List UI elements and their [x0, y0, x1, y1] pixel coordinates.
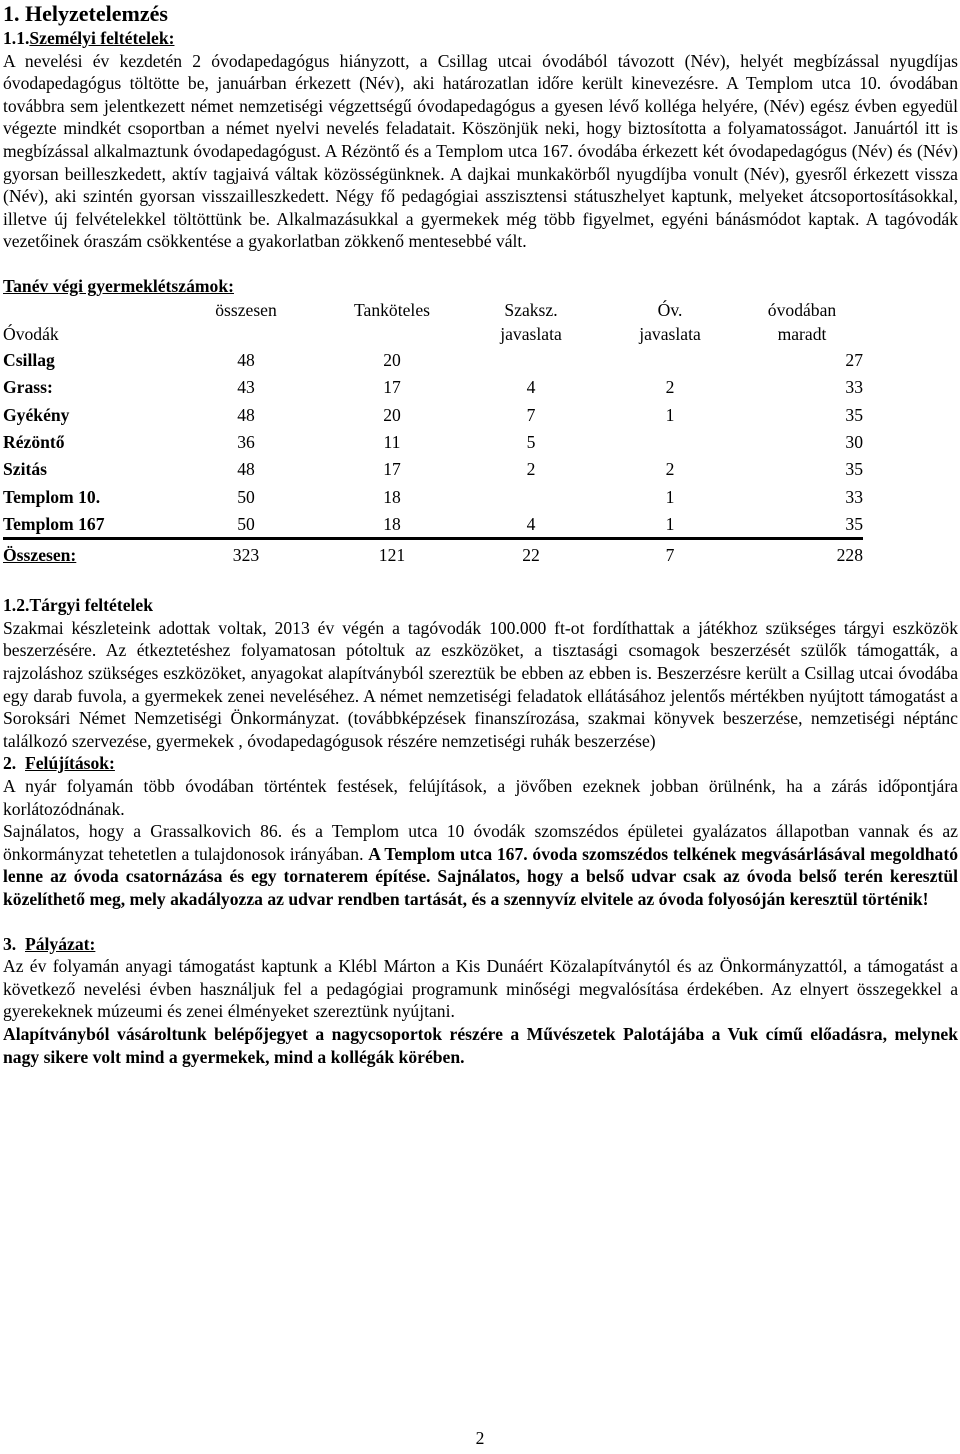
table-cell-szaksz: 5: [526, 432, 536, 453]
table-total-row: [3, 539, 863, 569]
paragraph-palyazat-2: Alapítványból vásároltunk belépőjegyet a nagycsoportok részére a Művészetek Palotájába a Vuk című előadásra, melynek nagy sikere volt mind a gyermekek, mind a kollégák körében.: [3, 1023, 958, 1067]
table-cell-maradt: 33: [845, 377, 863, 398]
table-cell-maradt: 27: [845, 349, 863, 370]
table-row: [3, 373, 863, 400]
section-heading-1-1: [3, 27, 958, 50]
section-number: 1.2.: [3, 595, 30, 616]
paragraph-felujitasok-1: A nyár folyamán több óvodában történtek festések, felújítások, a jövőben ezeknek jobban örülnénk, ha a zárás időpontjára korlátozódnának.: [3, 776, 958, 819]
section-title: Személyi feltételek:: [29, 28, 175, 48]
table-cell-osszesen: 50: [237, 486, 255, 507]
table-cell-ov: 1: [665, 514, 675, 535]
table-cell-osszesen: 48: [237, 349, 255, 370]
paragraph-bold-text: A Templom utca 167. óvoda szomszédos telkének megvásárlásával megoldható lenne az óvoda csatornázása és egy tornaterem építése. Sajnálatos, hogy a belső udvar csak az óvoda belső terén keresztül közelíthető meg, mely akadályozza az udvar rendben tartását, és a szennyvíz elvitele az óvoda folyosóján keresztül történik!: [3, 843, 958, 909]
table-cell-maradt: 35: [845, 514, 863, 535]
table-cell-ov: [599, 428, 741, 455]
table-cell-szaksz: 4: [526, 514, 536, 535]
table-header-row-top: [3, 298, 863, 322]
total-cell: 22: [463, 539, 599, 569]
kindergarten-name: Gyékény: [3, 404, 70, 425]
section-number: 3.: [3, 933, 17, 954]
table-cell-tankoteles: 11: [383, 432, 401, 453]
table-cell-osszesen: 50: [237, 514, 255, 535]
table-cell-maradt: 33: [845, 486, 863, 507]
table-cell-osszesen: 36: [237, 432, 255, 453]
table-cell-tankoteles: 20: [383, 404, 401, 425]
header-cell: Tanköteles: [354, 299, 430, 320]
table-cell-ov: 2: [665, 459, 675, 480]
table-cell-tankoteles: 18: [383, 514, 401, 535]
table-cell-maradt: 35: [845, 404, 863, 425]
table-cell-ov: 1: [665, 404, 675, 425]
children-count-table: [3, 298, 863, 569]
table-cell-ov: 1: [665, 486, 675, 507]
table-row: [3, 428, 863, 455]
heading-helyzetelemzes: 1. Helyzetelemzés: [3, 1, 168, 26]
header-cell: javaslata: [639, 323, 701, 344]
header-cell: maradt: [777, 323, 827, 344]
table-row: [3, 482, 863, 509]
kindergarten-name: Rézöntő: [3, 432, 65, 453]
table-cell-ov: 2: [665, 377, 675, 398]
table-cell-tankoteles: 20: [383, 349, 401, 370]
section-number: 2.: [3, 753, 17, 774]
table-cell-szaksz: 4: [526, 377, 536, 398]
paragraph-text: Sajnálatos, hogy a Grassalkovich 86. és a Templom utca 10 óvodák szomszédos épületei gyalázatos állapotban vannak és az önkormányzat tehetetlen a tulajdonosok irányában.: [3, 821, 958, 864]
total-cell: 121: [321, 539, 463, 569]
total-cell: 323: [171, 539, 321, 569]
table-cell-tankoteles: 17: [383, 377, 401, 398]
kindergarten-name: Templom 167: [3, 514, 105, 535]
table-cell-szaksz: 2: [526, 459, 536, 480]
kindergarten-name: Csillag: [3, 349, 55, 370]
total-label: Összesen:: [3, 539, 171, 569]
table-cell-szaksz: [463, 482, 599, 509]
section-heading-1-2: [3, 594, 958, 617]
kindergarten-name: Templom 10.: [3, 486, 101, 507]
paragraph-szemelyi-feltetelek: A nevelési év kezdetén 2 óvodapedagógus hiányzott, a Csillag utcai óvodából távozott (Név), helyét megbízással nyugdíjas óvodapedagógus töltötte be, januárban érkezett (Név), aki határozatlan időre került kinevezésre. A Templom utca 10. óvodában továbbra sem jelentkezett német nemzetiségi végzettségű óvodapedagógus a gyesen lévő kolléga helyére, (Név) egész évben egyedül végezte mindkét csoportban a német nyelvi nevelés feladatait. Köszönjük neki, hogy biztosította a folyamatosságot. Januártól itt is megbízással alkalmaztunk óvodapedagógust. A Rézöntő és a Templom utca 167. óvodába érkezett két óvodapedagógus (Név) és (Név) gyorsan beilleszkedett, aktív tagjaivá váltak közösségünknek. A dajkai munkakörből nyugdíjba vonult (Név), gyesről érkezett vissza (Név), aki szintén gyorsan visszailleszkedett. Négy fő pedagógiai asszisztensi státuszhelyet kaptunk, melyeket átcsoportosításokkal, illetve új felvételekkel töltöttünk be. Alkalmazásukkal a gyermekek még több figyelmet, egyéni bánásmódot kaptak. A tagóvodák vezetőinek óraszám csökkentése a gyakorlatban zökkenő mentesebbé vált.: [3, 50, 958, 252]
table-row: [3, 455, 863, 482]
table-cell-maradt: 30: [845, 432, 863, 453]
paragraph-felujitasok-2: [3, 820, 958, 910]
page-number: 2: [475, 1428, 485, 1448]
table-cell-szaksz: [463, 346, 599, 373]
kindergarten-name: Grass:: [3, 377, 53, 398]
header-cell: [321, 322, 463, 346]
total-cell: 228: [741, 539, 863, 569]
header-cell: javaslata: [500, 323, 562, 344]
kindergarten-name: Szitás: [3, 459, 47, 480]
table-cell-tankoteles: 17: [383, 459, 401, 480]
header-cell: Óv.: [657, 299, 683, 320]
header-cell: Szaksz.: [504, 299, 558, 320]
section-heading-2: [3, 752, 958, 775]
table-row: [3, 400, 863, 427]
table-cell-ov: [599, 346, 741, 373]
section-title: Tárgyi feltételek: [29, 595, 153, 616]
table-row: [3, 510, 863, 539]
header-cell: [3, 298, 171, 322]
table-cell-tankoteles: 18: [383, 486, 401, 507]
document-content: [3, 0, 958, 1068]
header-cell: Óvodák: [3, 323, 59, 344]
table-title: Tanév végi gyermeklétszámok:: [3, 275, 234, 296]
table-cell-osszesen: 48: [237, 404, 255, 425]
table-cell-osszesen: 43: [237, 377, 255, 398]
paragraph-palyazat-1: Az év folyamán anyagi támogatást kaptunk a Klébl Márton a Kis Dunáért Közalapítványtól és az Önkormányzattól, a támogatást a következő nevelési évben használjuk fel a pedagógiai programunk minőségi megvalósítása érdekében. Az elnyert összegekkel a gyerekeknek múzeumi és zenei élményeket szereztünk nyújtani.: [3, 956, 958, 1022]
header-cell: óvodában: [767, 299, 837, 320]
table-row: [3, 346, 863, 373]
section-heading-3: [3, 933, 958, 956]
section-number: 1.1.: [3, 28, 30, 48]
table-cell-osszesen: 48: [237, 459, 255, 480]
table-cell-szaksz: 7: [526, 404, 536, 425]
total-cell: 7: [599, 539, 741, 569]
section-title: Felújítások:: [25, 753, 115, 774]
table-cell-maradt: 35: [845, 459, 863, 480]
header-cell: [171, 322, 321, 346]
section-title: Pályázat:: [25, 933, 96, 954]
table-header-row-bottom: [3, 322, 863, 346]
paragraph-targyi-feltetelek: Szakmai készleteink adottak voltak, 2013 év végén a tagóvodák 100.000 ft-ot fordíthattak a játékhoz szükséges tárgyi eszközök beszerzésére. Az étkeztetéshez folyamatosan pótoltuk az eszközöket, a tisztasági csomagok beszerzését szülők támogatták, a rajzoláshoz szükséges eszközöket, anyagokat alapítványból szereztük be ebben az ebben is. Beszerzésre került a Csillag utcai óvodába egy darab fuvola, a gyermekek zenei neveléséhez. A német nemzetiségi feladatok ellátásához jelentős mértékben nyújtott támogatást a Soroksári Német Nemzetiségi Önkormányzat. (továbbképzések finanszírozása, szakmai könyvek beszerzése, nemzetiségi néptánc találkozó szervezése, gyermekek , óvodapedagógusok részére nemzetiségi ruhák beszerzése): [3, 617, 958, 751]
header-cell: összesen: [215, 299, 277, 320]
